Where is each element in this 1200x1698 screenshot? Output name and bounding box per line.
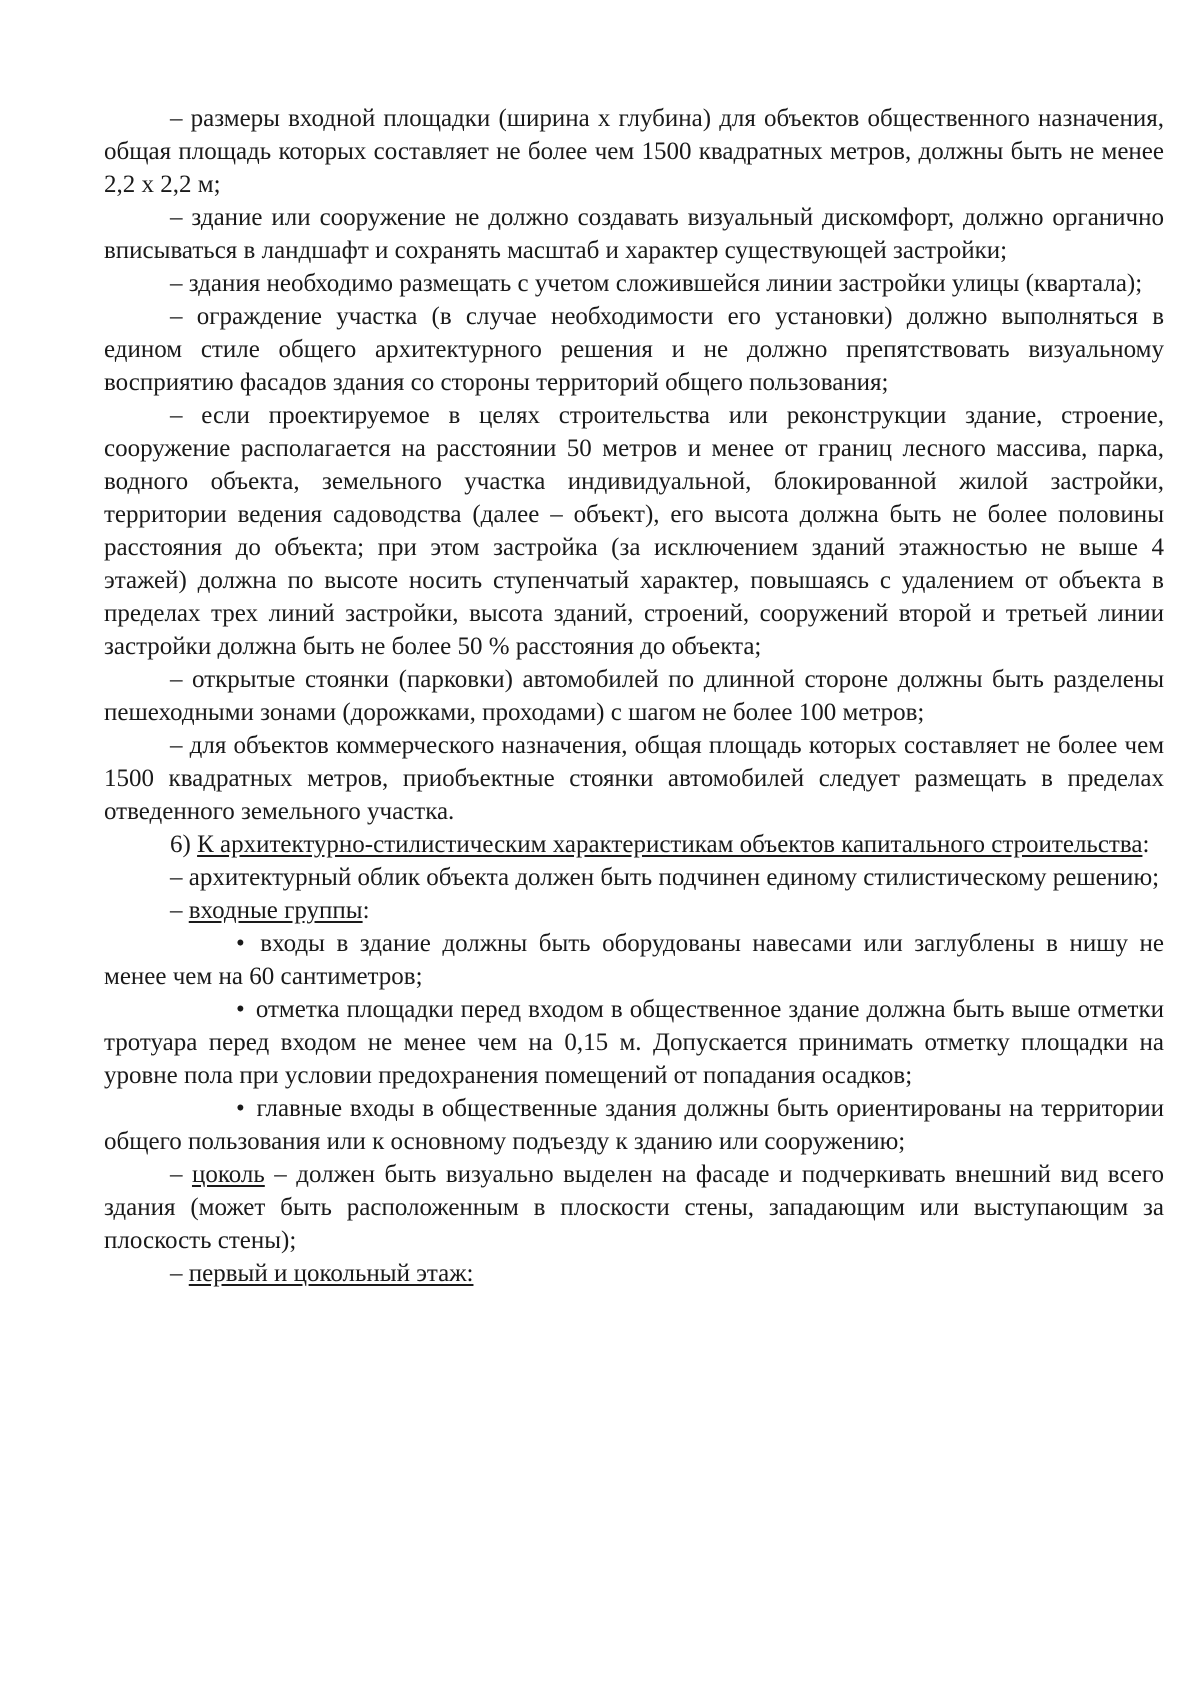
paragraph [104,861,1164,894]
dash-marker: – [170,666,183,693]
paragraph-text: здание или сооружение не должно создавать визуальный дискомфорт, должно органично вписываться в ландшафт и сохранять масштаб и характер существующей застройки; [104,204,1164,264]
section-title: К архитектурно-стилистическим характеристикам объектов капитального строительства [197,831,1143,858]
paragraph [104,399,1164,663]
dash-marker: – [170,864,183,891]
section-heading [104,828,1164,861]
bullet-text: отметка площадки перед входом в общественное здание должна быть выше отметки тротуара перед входом не менее чем на 0,15 м. Допускается принимать отметку площадки на уровне пола при условии предохранения помещений от попадания осадков; [104,996,1165,1089]
subheading-entrance-groups [104,894,1164,927]
dash-marker: – [170,732,183,759]
bullet-marker: • [236,1095,245,1122]
entrance-groups-label: входные группы [188,897,363,924]
paragraph-text: размеры входной площадки (ширина х глубина) для объектов общественного назначения, общая площадь которых составляет не более чем 1500 квадратных метров, должны быть не менее 2,2 х 2,2 м; [104,105,1164,198]
bullet-text: главные входы в общественные здания должны быть ориентированы на территории общего пользования или к основному подъезду к зданию или сооружению; [104,1095,1164,1155]
paragraph [104,663,1164,729]
bullet-item [104,993,1164,1092]
paragraph-text: архитектурный облик объекта должен быть подчинен единому стилистическому решению; [188,864,1160,891]
first-floor-label: первый и цокольный этаж: [188,1260,474,1287]
paragraph [104,102,1164,201]
section-colon: : [1142,831,1150,858]
paragraph-text: если проектируемое в целях строительства или реконструкции здание, строение, сооружение располагается на расстоянии 50 метров и менее от границ лесного массива, парка, водного объекта, земельного участка индивидуальной, блокированной жилой застройки, территории ведения садоводства (далее – объект), его высота должна быть не более половины расстояния до объекта; при этом застройка (за исключением зданий этажностью не выше 4 этажей) должна по высоте носить ступенчатый характер, повышаясь с удалением от объекта в пределах трех линий застройки, высота зданий, строений, сооружений второй и третьей линии застройки должна быть не более 50 % расстояния до объекта; [104,402,1164,660]
dash-marker: – [170,204,183,231]
plinth-label: цоколь [191,1161,265,1188]
bullet-marker: • [236,996,245,1023]
paragraph [104,729,1164,828]
paragraph [104,300,1164,399]
subheading-first-floor [104,1257,1164,1290]
dash-marker: – [170,1260,183,1287]
document-body [104,102,1164,1290]
bullet-item [104,1092,1164,1158]
paragraph-text: для объектов коммерческого назначения, общая площадь которых составляет не более чем 1500 квадратных метров, приобъектные стоянки автомобилей следует размещать в пределах отведенного земельного участка. [104,732,1165,825]
dash-marker: – [170,402,183,429]
dash-marker: – [170,105,183,132]
paragraph-text: ограждение участка (в случае необходимости его установки) должно выполняться в едином стиле общего архитектурного решения и не должно препятствовать визуальному восприятию фасадов здания со стороны территорий общего пользования; [104,303,1165,396]
paragraph-text: здания необходимо размещать с учетом сложившейся линии застройки улицы (квартала); [188,270,1143,297]
bullet-marker: • [236,930,245,957]
entrance-groups-colon: : [362,897,370,924]
dash-marker: – [170,1161,183,1188]
dash-marker: – [170,897,183,924]
dash-marker: – [170,270,183,297]
bullet-text: входы в здание должны быть оборудованы навесами или заглублены в нишу не менее чем на 60 сантиметров; [104,930,1164,990]
paragraph-text: открытые стоянки (парковки) автомобилей по длинной стороне должны быть разделены пешеходными зонами (дорожками, проходами) с шагом не более 100 метров; [104,666,1164,726]
paragraph-plinth [104,1158,1164,1257]
section-number: 6) [170,831,191,858]
dash-marker: – [170,303,183,330]
paragraph [104,201,1164,267]
bullet-item [104,927,1164,993]
paragraph [104,267,1164,300]
plinth-text: – должен быть визуально выделен на фасаде и подчеркивать внешний вид всего здания (может быть расположенным в плоскости стены, западающим или выступающим за плоскость стены); [104,1161,1164,1254]
